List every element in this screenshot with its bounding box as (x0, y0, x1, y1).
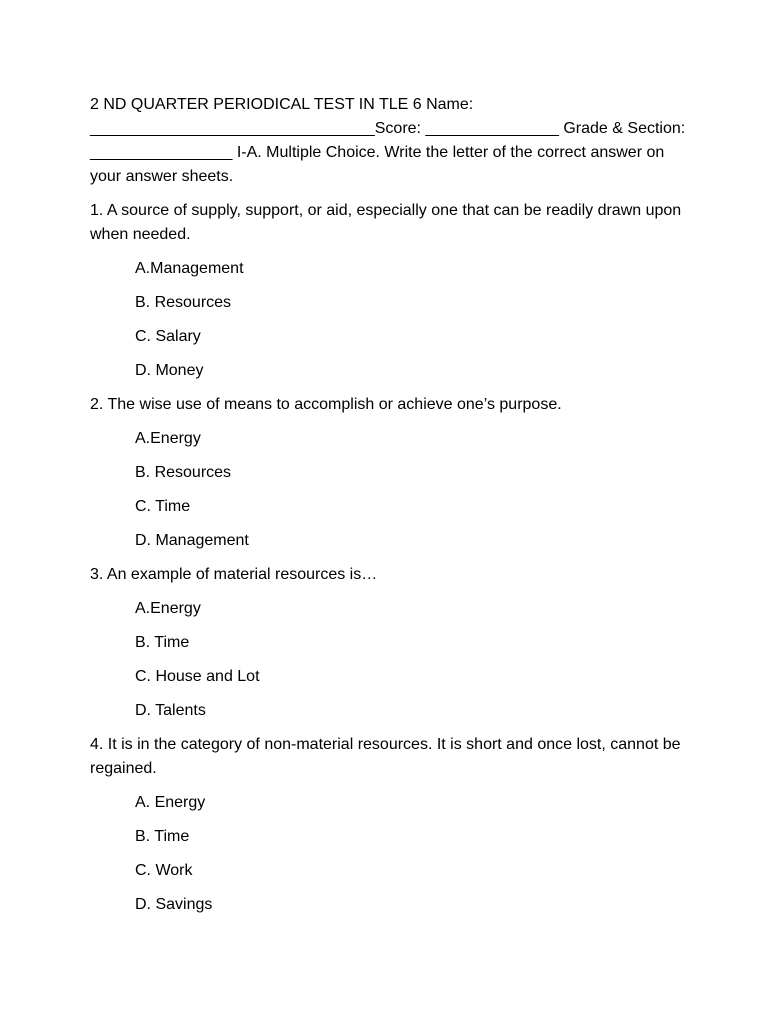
document-page (90, 93, 690, 927)
option-b: B. Resources (135, 294, 232, 311)
question-text: 2. The wise use of means to accomplish or achieve one’s purpose. (90, 396, 562, 413)
option-c: C. Time (135, 498, 191, 515)
question-text: 4. It is in the category of non-material resources. It is short and once lost, cannot be regained. (90, 736, 681, 777)
option-c: C. Work (135, 862, 193, 879)
option-b: B. Time (135, 634, 190, 651)
option-d: D. Talents (135, 702, 206, 719)
option-c: C. House and Lot (135, 668, 260, 685)
question-4 (90, 733, 690, 917)
question-text: 1. A source of supply, support, or aid, especially one that can be readily drawn upon when needed. (90, 202, 682, 243)
option-c: C. Salary (135, 328, 201, 345)
option-b: B. Resources (135, 464, 232, 481)
option-a: A.Energy (135, 600, 201, 617)
test-header-paragraph: 2 ND QUARTER PERIODICAL TEST IN TLE 6 Name: ________________________________Score: _______________ Grade & Section: ________________ I-A. Multiple Choice. Write the letter of the correct answer on your answer sheets. (90, 96, 686, 185)
option-a: A. Energy (135, 794, 206, 811)
option-d: D. Management (135, 532, 249, 549)
question-text: 3. An example of material resources is… (90, 566, 378, 583)
option-d: D. Money (135, 362, 204, 379)
option-a: A.Management (135, 260, 244, 277)
option-b: B. Time (135, 828, 190, 845)
question-1 (90, 199, 690, 383)
option-a: A.Energy (135, 430, 201, 447)
question-2 (90, 393, 690, 553)
option-d: D. Savings (135, 896, 213, 913)
question-3 (90, 563, 690, 723)
